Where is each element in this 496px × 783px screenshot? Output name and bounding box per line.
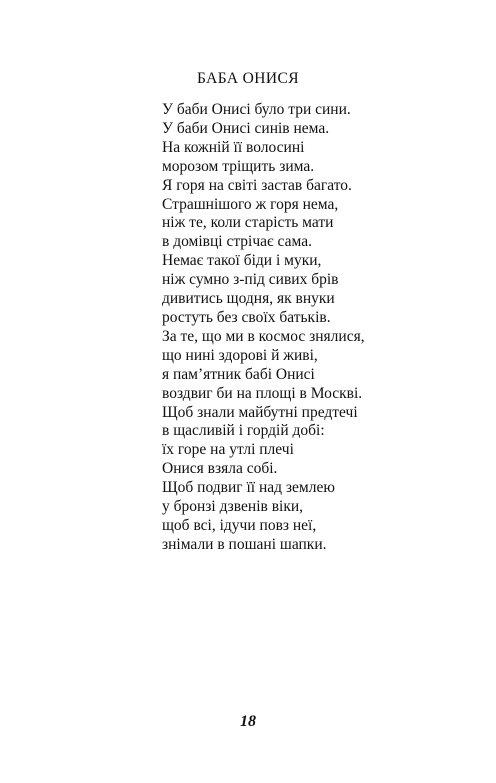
poem-title: БАБА ОНИСЯ — [197, 70, 299, 87]
poem-line: У баби Онисі було три сини. — [162, 101, 351, 118]
poem-line: Страшнішого ж горя нема, — [162, 195, 339, 213]
poem-line: в домівці стрічає сама. — [162, 233, 312, 251]
poem-line: У баби Онисі синів нема. — [162, 119, 330, 137]
poem-line: За те, що ми в космос знялися, — [162, 327, 365, 345]
poem-body — [162, 101, 482, 555]
poem-line: що нині здорові й живі, — [162, 346, 318, 364]
poem-line: Я горя на світі застав багато. — [162, 176, 352, 194]
poem-line: Щоб знали майбутні предтечі — [162, 403, 358, 421]
poem-line: морозом тріщить зима. — [162, 157, 315, 175]
poem-line: Щоб подвиг її над землею — [162, 479, 335, 497]
poem-line: я пам’ятник бабі Онисі — [162, 365, 315, 383]
poem-line: дивитись щодня, як внуки — [162, 290, 335, 308]
poem-line: Онися взяла собі. — [162, 460, 278, 478]
poem-line: у бронзі дзвенів віки, — [162, 498, 304, 516]
poem-line: в щасливій і гордій добі: — [162, 422, 325, 440]
poem-line: їх горе на утлі плечі — [162, 441, 294, 459]
page-number: 18 — [240, 713, 256, 730]
poem-line: воздвиг би на площі в Москві. — [162, 384, 363, 402]
poem-line: знімали в пошані шапки. — [162, 535, 327, 553]
poem-line: ростуть без своїх батьків. — [162, 308, 331, 326]
poem-line: щоб всі, ідучи повз неї, — [162, 516, 317, 534]
poem-line: На кожній її волосині — [162, 138, 305, 156]
poem-line: Немає такої біди і муки, — [162, 252, 322, 270]
poem-line: ніж сумно з-під сивих брів — [162, 271, 339, 289]
poem-line: ніж те, коли старість мати — [162, 214, 334, 232]
